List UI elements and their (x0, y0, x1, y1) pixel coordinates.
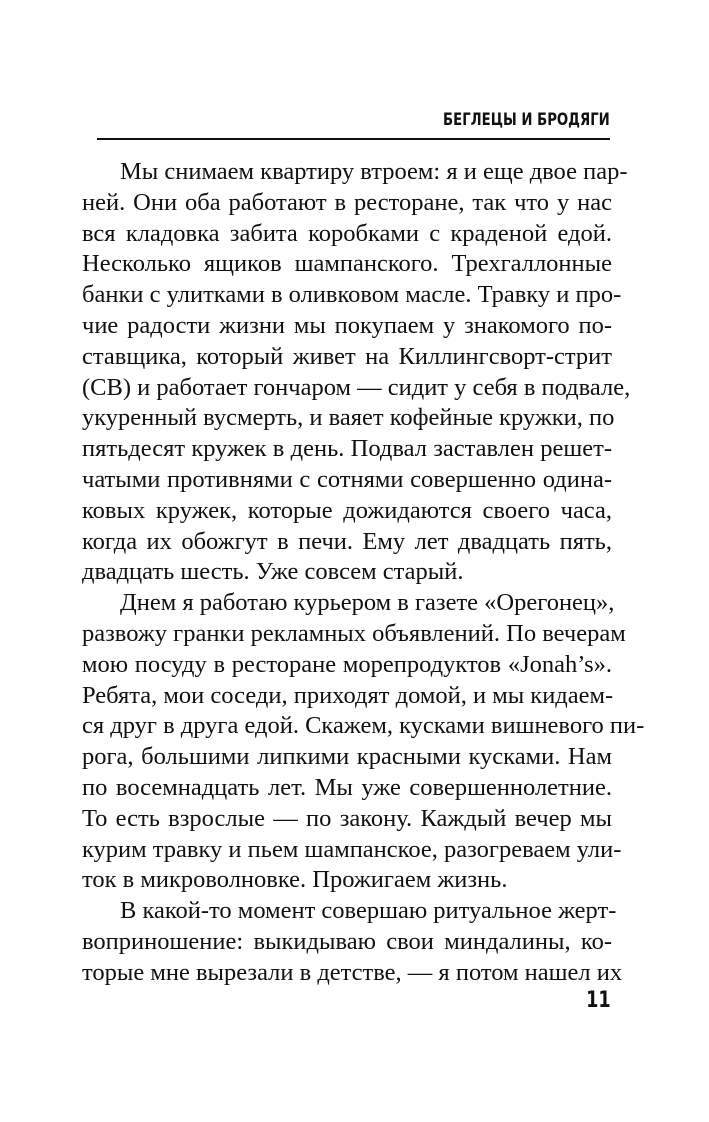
paragraph-2-line-8: То есть взрослые — по закону. Каждый вечер мы (82, 804, 612, 832)
paragraph-1-line-3: вся кладовка забита коробками с краденой едой. (82, 219, 612, 247)
paragraph-1-line-11: чатыми противнями с сотнями совершенно одина- (82, 465, 612, 493)
paragraph-1-line-6: чие радости жизни мы покупаем у знакомого по- (82, 311, 612, 339)
page-number: 11 (586, 988, 611, 1013)
paragraph-1-line-8: (СВ) и работает гончаром — сидит у себя в подвале, (82, 373, 631, 401)
paragraph-2-line-1: Днем я работаю курьером в газете «Орегонец», (120, 589, 615, 617)
paragraph-3-line-3: торые мне вырезали в детстве, — я потом нашел их (82, 958, 623, 986)
paragraph-1-line-9: укуренный вусмерть, и ваяет кофейные кружки, по (82, 404, 615, 432)
paragraph-2-line-2: развожу гранки рекламных объявлений. По вечерам (82, 619, 626, 647)
paragraph-1-line-4: Несколько ящиков шампанского. Трехгаллонные (82, 250, 612, 278)
paragraph-1-line-1: Мы снимаем квартиру втроем: я и еще двое пар- (120, 158, 628, 185)
paragraph-1-line-14: двадцать шесть. Уже совсем старый. (82, 558, 464, 586)
paragraph-1-line-12: ковых кружек, которые дожидаются своего часа, (82, 496, 612, 524)
paragraph-3-line-2: воприношение: выкидываю свои миндалины, ко- (82, 927, 612, 955)
paragraph-2-line-5: ся друг в друга едой. Скажем, кусками вишневого пи- (82, 712, 645, 740)
paragraph-1-line-7: ставщика, который живет на Киллингсворт-стрит (82, 342, 612, 370)
paragraph-1-line-2: ней. Они оба работают в ресторане, так что у нас (82, 188, 612, 216)
paragraph-2-line-10: ток в микроволновке. Прожигаем жизнь. (82, 866, 508, 894)
body-text (82, 157, 645, 989)
paragraph-1-line-5: банки с улитками в оливковом масле. Травку и про- (82, 281, 622, 309)
paragraph-2-line-3: мою посуду в ресторане морепродуктов «Jonah’s». (82, 650, 612, 678)
paragraph-2-line-9: курим травку и пьем шампанское, разогреваем ули- (82, 835, 622, 863)
paragraph-1-line-13: когда их обожгут в печи. Ему лет двадцать пять, (82, 527, 612, 555)
paragraph-3-line-1: В какой-то момент совершаю ритуальное жерт- (120, 897, 617, 925)
paragraph-2-line-4: Ребята, мои соседи, приходят домой, и мы кидаем- (82, 681, 614, 709)
paragraph-2-line-7: по восемнадцать лет. Мы уже совершеннолетние. (82, 773, 612, 801)
running-header-title: БЕГЛЕЦЫ И БРОДЯГИ (443, 110, 610, 130)
paragraph-2-line-6: рога, большими липкими красными кусками. Нам (82, 743, 612, 771)
paragraph-1-line-10: пятьдесят кружек в день. Подвал заставлен решет- (82, 435, 612, 463)
running-header (97, 104, 610, 140)
